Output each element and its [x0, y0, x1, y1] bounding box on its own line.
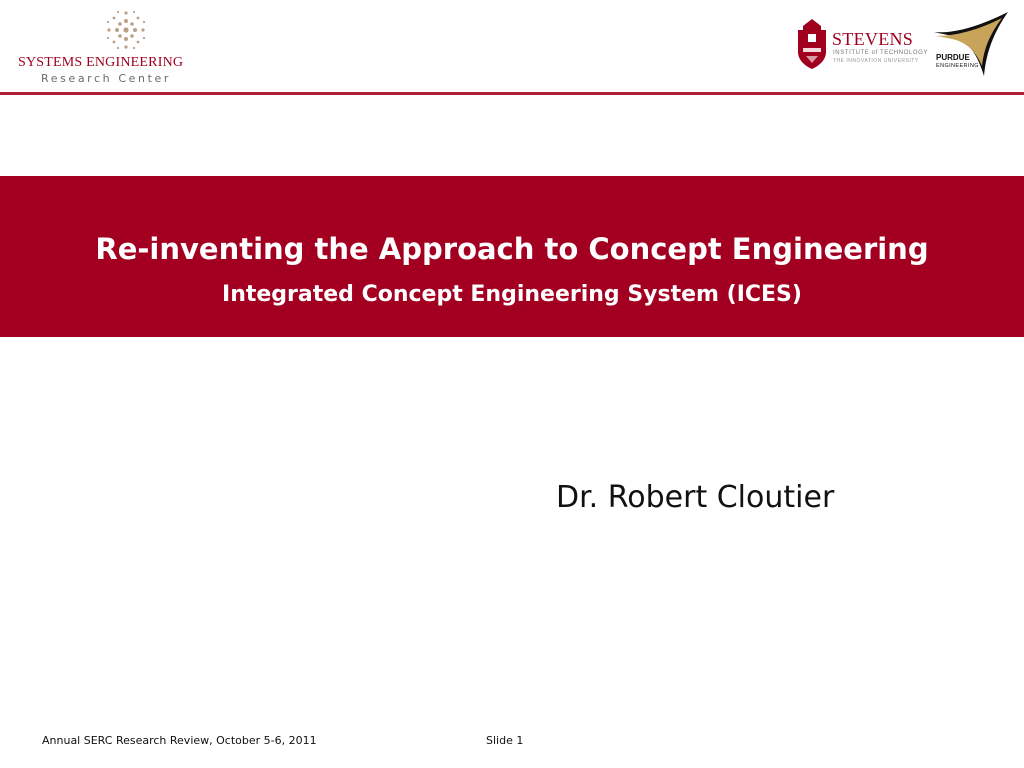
header-divider [0, 92, 1024, 95]
stevens-logo [795, 18, 929, 72]
stevens-logo-tagline: THE INNOVATION UNIVERSITY [833, 58, 919, 64]
serc-logo-subtitle: Research Center [41, 72, 171, 85]
slide-header [0, 0, 1024, 92]
serc-logo-name: SYSTEMS ENGINEERING [18, 55, 184, 70]
serc-star-icon [104, 8, 148, 52]
purdue-logo-name: PURDUE [936, 53, 970, 62]
slide-subtitle: Integrated Concept Engineering System (ICES) [222, 282, 802, 307]
stevens-logo-name: STEVENS [832, 29, 914, 49]
serc-logo [18, 8, 208, 85]
footer-event: Annual SERC Research Review, October 5-6, 2011 [42, 734, 317, 747]
author-name: Dr. Robert Cloutier [556, 480, 835, 515]
stevens-logo-subtitle: INSTITUTE of TECHNOLOGY [833, 50, 929, 56]
footer-slide-number: Slide 1 [486, 734, 524, 747]
slide-title: Re-inventing the Approach to Concept Engineering [95, 232, 929, 266]
purdue-logo-subtitle: ENGINEERING [936, 63, 979, 69]
stevens-shield-icon [795, 18, 829, 70]
purdue-logo [932, 10, 1012, 80]
